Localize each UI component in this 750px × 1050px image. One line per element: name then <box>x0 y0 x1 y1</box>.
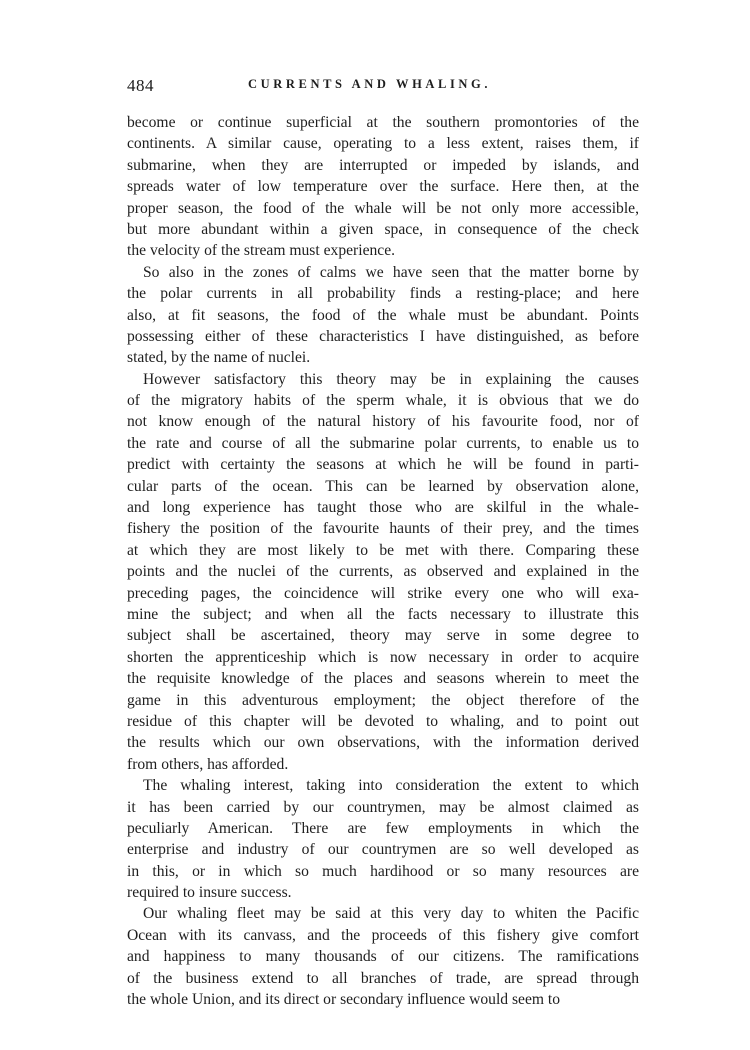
text-line: cular parts of the ocean. This can be learned by observation alone, <box>127 477 639 495</box>
paragraph <box>127 112 639 262</box>
text-line: required to insure success. <box>127 884 292 902</box>
text-line: the requisite knowledge of the places and seasons wherein to meet the <box>127 670 639 688</box>
text-line: peculiarly American. There are few employments in which the <box>127 819 639 837</box>
text-line: residue of this chapter will be devoted to whaling, and to point out <box>127 712 639 730</box>
text-line: the polar currents in all probability finds a resting-place; and here <box>127 285 639 303</box>
text-line: the results which our own observations, with the information derived <box>127 734 639 752</box>
running-head: CURRENTS AND WHALING. <box>248 77 492 91</box>
text-line: preceding pages, the coincidence will strike every one who will exa- <box>127 584 639 602</box>
text-line: game in this adventurous employment; the object therefore of the <box>127 691 639 709</box>
text-line: at which they are most likely to be met with there. Comparing these <box>127 541 639 559</box>
text-line: subject shall be ascertained, theory may serve in some degree to <box>127 627 639 645</box>
text-line: points and the nuclei of the currents, as observed and explained in the <box>127 563 639 581</box>
page-header <box>127 76 639 100</box>
text-line: also, at fit seasons, the food of the whale must be abundant. Points <box>127 306 639 324</box>
paragraph <box>127 903 639 1010</box>
text-line: Ocean with its canvass, and the proceeds of this fishery give comfort <box>127 926 639 944</box>
body-text <box>127 112 639 1010</box>
paragraph <box>127 262 639 369</box>
text-line: of the business extend to all branches of trade, are spread through <box>127 969 639 987</box>
paragraph <box>127 775 639 903</box>
text-line: fishery the position of the favourite haunts of their prey, and the times <box>127 520 639 538</box>
text-line: it has been carried by our countrymen, may be almost claimed as <box>127 798 639 816</box>
text-line: However satisfactory this theory may be in explaining the causes <box>143 370 639 388</box>
text-line: spreads water of low temperature over the surface. Here then, at the <box>127 178 639 196</box>
text-line: of the migratory habits of the sperm whale, it is obvious that we do <box>127 392 639 410</box>
text-line: the whole Union, and its direct or secondary influence would seem to <box>127 991 561 1009</box>
paragraph <box>127 369 639 775</box>
text-line: in this, or in which so much hardihood or so many resources are <box>127 862 639 880</box>
page-number: 484 <box>127 76 154 95</box>
text-line: So also in the zones of calms we have seen that the matter borne by <box>143 263 639 281</box>
text-line: the velocity of the stream must experience. <box>127 242 396 260</box>
text-line: proper season, the food of the whale will be not only more accessible, <box>127 199 639 217</box>
text-line: the rate and course of all the submarine polar currents, to enable us to <box>127 434 639 452</box>
text-line: submarine, when they are interrupted or impeded by islands, and <box>127 156 639 174</box>
text-line: predict with certainty the seasons at which he will be found in parti- <box>127 456 639 474</box>
text-line: continents. A similar cause, operating to a less extent, raises them, if <box>127 135 639 153</box>
text-line: shorten the apprenticeship which is now necessary in order to acquire <box>127 648 639 666</box>
text-line: stated, by the name of nuclei. <box>127 349 311 367</box>
text-line: from others, has afforded. <box>127 755 289 773</box>
text-line: enterprise and industry of our countrymen are so well developed as <box>127 841 639 859</box>
text-line: possessing either of these characteristics I have distinguished, as before <box>127 327 639 345</box>
text-line: and long experience has taught those who are skilful in the whale- <box>127 499 639 517</box>
text-line: but more abundant within a given space, in consequence of the check <box>127 220 639 238</box>
text-line: and happiness to many thousands of our citizens. The ramifications <box>127 948 639 966</box>
text-line: become or continue superficial at the southern promontories of the <box>127 114 639 131</box>
text-line: not know enough of the natural history of his favourite food, nor of <box>127 413 639 431</box>
text-line: Our whaling fleet may be said at this very day to whiten the Pacific <box>143 905 639 923</box>
text-line: The whaling interest, taking into consideration the extent to which <box>143 777 639 795</box>
text-line: mine the subject; and when all the facts necessary to illustrate this <box>127 605 639 623</box>
